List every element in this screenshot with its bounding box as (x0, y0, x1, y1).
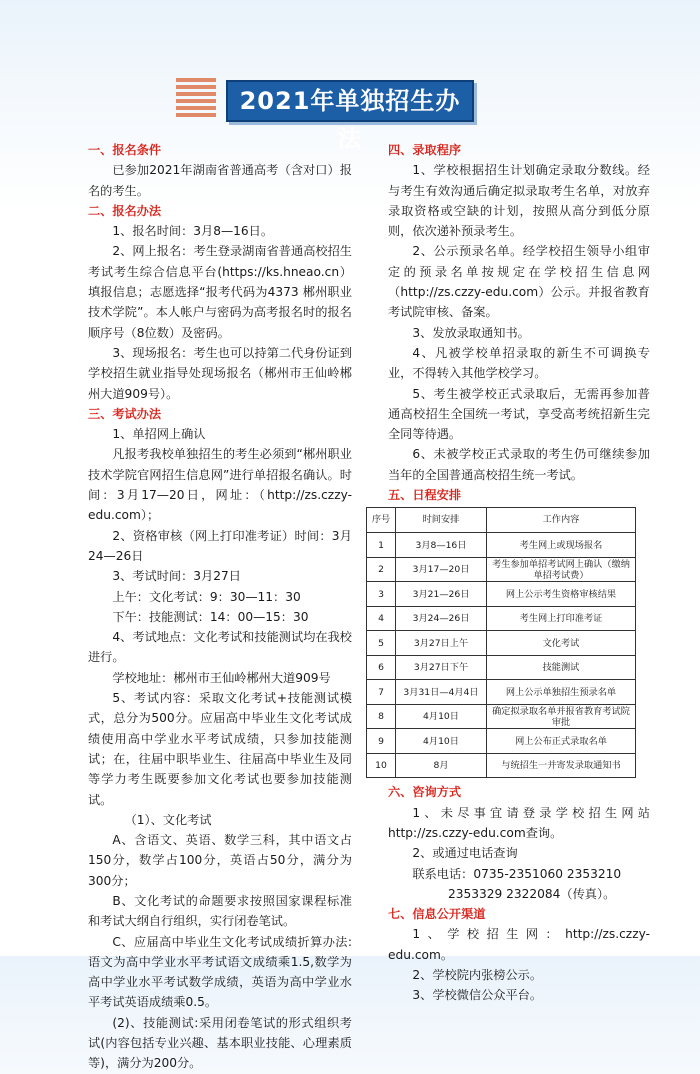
flag-stripes-icon (176, 78, 216, 118)
table-row (367, 582, 636, 607)
paragraph: 下午：技能测试：14：00—15：30 (112, 609, 309, 624)
paragraph: 4、考试地点：文化考试和技能测试均在我校进行。 (88, 630, 352, 665)
table-cell: 考生参加单招考试网上确认（缴纳单招考试费） (487, 557, 636, 582)
column-header: 工作内容 (487, 508, 636, 533)
table-row (367, 655, 636, 680)
paragraph: A、含语文、英语、数学三科，其中语文占150分，数学占100分，英语占50分，满分为300分； (88, 833, 352, 888)
table-cell: 3月24—26日 (396, 606, 487, 631)
table-cell: 6 (367, 655, 396, 680)
table-header-row (367, 508, 636, 533)
table-cell: 3月27日下午 (396, 655, 487, 680)
section-heading-7: 七、信息公开渠道 (388, 907, 486, 922)
paragraph: 2、资格审核（网上打印准考证）时间：3月24—26日 (88, 528, 352, 563)
paragraph: 5、考试内容：采取文化考试+技能测试模式，总分为500分。应届高中毕业生文化考试成绩使用高中学业水平考试成绩，只参加技能测试；在，往届中职毕业生、往届高中毕业生及同等学力考生既要参加文化考试也要参加技能测试。 (88, 691, 352, 807)
paragraph: 2、网上报名：考生登录湖南省普通高校招生考试考生综合信息平台(https://ks.hneao.cn）填报信息；志愿选择“报考代码为4373 郴州职业技术学院”。本人帐户与密码为高考报名时的报名顺序号（8位数）及密码。 (88, 244, 352, 340)
table-cell: 网上公示单独招生预录名单 (487, 680, 636, 705)
column-header: 时间安排 (396, 508, 487, 533)
paragraph: 1、报名时间：3月8—16日。 (112, 224, 274, 239)
paragraph: 1、单招网上确认 (112, 427, 206, 442)
table-cell: 8月 (396, 753, 487, 778)
paragraph: 凡报考我校单独招生的考生必须到“郴州职业技术学院官网招生信息网”进行单招报名确认。时间：3月17—20日，网址：（http://zs.czzy-edu.com）； (88, 447, 352, 523)
paragraph: 1、学校根据招生计划确定录取分数线。经与考生有效沟通后确定拟录取考生名单，对放弃录取资格或空缺的计划，按照从高分到低分原则，依次递补预录考生。 (388, 163, 650, 239)
table-cell: 网上公布正式录取名单 (487, 729, 636, 754)
section-heading-5: 五、日程安排 (388, 488, 462, 503)
table-cell: 技能测试 (487, 655, 636, 680)
paragraph: 上午：文化考试：9：30—11：30 (112, 589, 301, 604)
table-cell: 7 (367, 680, 396, 705)
table-cell: 考生网上或现场报名 (487, 533, 636, 558)
table-cell: 4月10日 (396, 729, 487, 754)
table-row (367, 557, 636, 582)
right-column (371, 140, 650, 1006)
paragraph: 3、现场报名：考生也可以持第二代身份证到学校招生就业指导处现场报名（郴州市王仙岭郴州大道909号）。 (88, 345, 352, 401)
table-cell: 3月31日—4月4日 (396, 680, 487, 705)
paragraph: 已参加2021年湖南省普通高考（含对口）报名的考生。 (88, 163, 352, 198)
paragraph: 2353329 2322084（传真）。 (448, 886, 616, 901)
paragraph: 2、公示预录名单。经学校招生领导小组审定的预录名单按规定在学校招生信息网（http://zs.czzy-edu.com）公示。并报省教育考试院审核、备案。 (388, 244, 650, 320)
paragraph: B、文化考试的命题要求按照国家课程标准和考试大纲自行组织，实行闭卷笔试。 (88, 893, 352, 929)
table-cell: 文化考试 (487, 631, 636, 656)
paragraph: C、应届高中毕业生文化考试成绩折算办法:语文为高中学业水平考试语文成绩乘1.5,数学为高中学业水平考试数学成绩，英语为高中学业水平考试英语成绩乘0.5。 (88, 934, 352, 1010)
paragraph: 联系电话：0735-2351060 2353210 (412, 866, 622, 881)
paragraph: 2、学校院内张榜公示。 (412, 968, 543, 983)
table-cell: 3 (367, 582, 396, 607)
table-cell: 考生网上打印准考证 (487, 606, 636, 631)
page-title: 2021年单独招生办法 (226, 80, 474, 122)
paragraph: 2、或通过电话查询 (412, 846, 518, 861)
paragraph: 4、凡被学校单招录取的新生不可调换专业，不得转入其他学校学习。 (388, 345, 650, 381)
table-cell: 10 (367, 753, 396, 778)
column-header: 序号 (367, 508, 396, 533)
table-row (367, 704, 636, 729)
paragraph: (2)、技能测试:采用闭卷笔试的形式组织考试(内容包括专业兴趣、基本职业技能、心理素质等)，满分为200分。 (88, 1015, 352, 1071)
table-row (367, 533, 636, 558)
table-cell: 4月10日 (396, 704, 487, 729)
table-cell: 3月8—16日 (396, 533, 487, 558)
paragraph: 1、学校招生网：http://zs.czzy-edu.com。 (388, 927, 650, 962)
table-cell: 与统招生一并寄发录取通知书 (487, 753, 636, 778)
table-cell: 8 (367, 704, 396, 729)
table-cell: 5 (367, 631, 396, 656)
table-row (367, 631, 636, 656)
table-cell: 1 (367, 533, 396, 558)
paragraph: 3、发放录取通知书。 (412, 325, 530, 340)
table-cell: 3月27日上午 (396, 631, 487, 656)
table-cell: 确定拟录取名单并报省教育考试院审批 (487, 704, 636, 729)
paragraph: 学校地址：郴州市王仙岭郴州大道909号 (112, 670, 331, 685)
section-heading-6: 六、咨询方式 (388, 785, 462, 800)
table-cell: 3月17—20日 (396, 557, 487, 582)
left-column (88, 140, 352, 1074)
paragraph: 5、考生被学校正式录取后，无需再参加普通高校招生全国统一考试，享受高考统招新生完全同等待遇。 (388, 386, 650, 442)
section-heading-3: 三、考试办法 (88, 406, 162, 421)
table-cell: 9 (367, 729, 396, 754)
section-heading-2: 二、报名办法 (88, 203, 162, 218)
table-row (367, 753, 636, 778)
table-cell: 2 (367, 557, 396, 582)
table-cell: 网上公示考生资格审核结果 (487, 582, 636, 607)
paragraph: 1、未尽事宜请登录学校招生网站http://zs.czzy-edu.com查询。 (388, 805, 650, 840)
section-heading-1: 一、报名条件 (88, 143, 162, 157)
table-cell: 3月21—26日 (396, 582, 487, 607)
table-row (367, 680, 636, 705)
paragraph: （1）、文化考试 (124, 812, 212, 827)
table-row (367, 606, 636, 631)
section-heading-4: 四、录取程序 (388, 143, 462, 157)
table-cell: 4 (367, 606, 396, 631)
paragraph: 6、未被学校正式录取的考生仍可继续参加当年的全国普通高校招生统一考试。 (388, 447, 650, 482)
paragraph: 3、学校微信公众平台。 (412, 988, 543, 1003)
paragraph: 3、考试时间：3月27日 (112, 569, 241, 584)
schedule-table (366, 507, 636, 778)
table-row (367, 729, 636, 754)
